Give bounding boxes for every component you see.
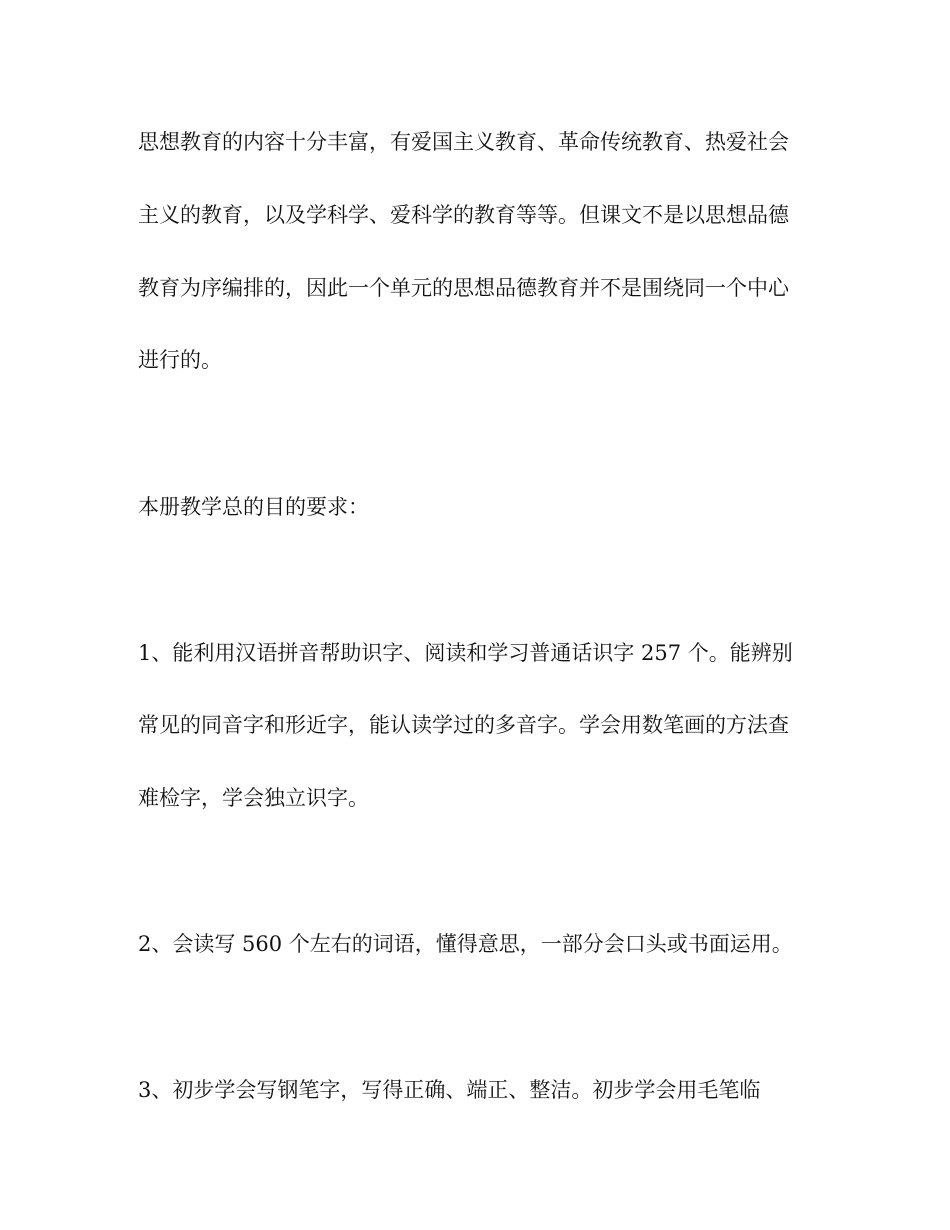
list-item-line: 常见的同音字和形近字，能认读学过的多音字。学会用数笔画的方法查 (138, 713, 789, 737)
list-item-line: 1、能利用汉语拼音帮助识字、阅读和学习普通话识字 257 个。能辨别 (138, 641, 793, 665)
paragraph-line: 主义的教育，以及学科学、爱科学的教育等等。但课文不是以思想品德 (138, 203, 789, 227)
list-item-line: 2、会读写 560 个左右的词语，懂得意思，一部分会口头或书面运用。 (138, 932, 793, 956)
paragraph-line: 教育为序编排的，因此一个单元的思想品德教育并不是围绕同一个中心 (138, 276, 789, 300)
list-item-line: 3、初步学会写钢笔字，写得正确、端正、整洁。初步学会用毛笔临 (138, 1078, 761, 1102)
paragraph-line: 思想教育的内容十分丰富，有爱国主义教育、革命传统教育、热爱社会 (138, 130, 789, 154)
paragraph-line: 进行的。 (138, 348, 222, 372)
list-item-line: 难检字，学会独立识字。 (138, 786, 369, 810)
section-heading: 本册教学总的目的要求： (138, 495, 369, 519)
